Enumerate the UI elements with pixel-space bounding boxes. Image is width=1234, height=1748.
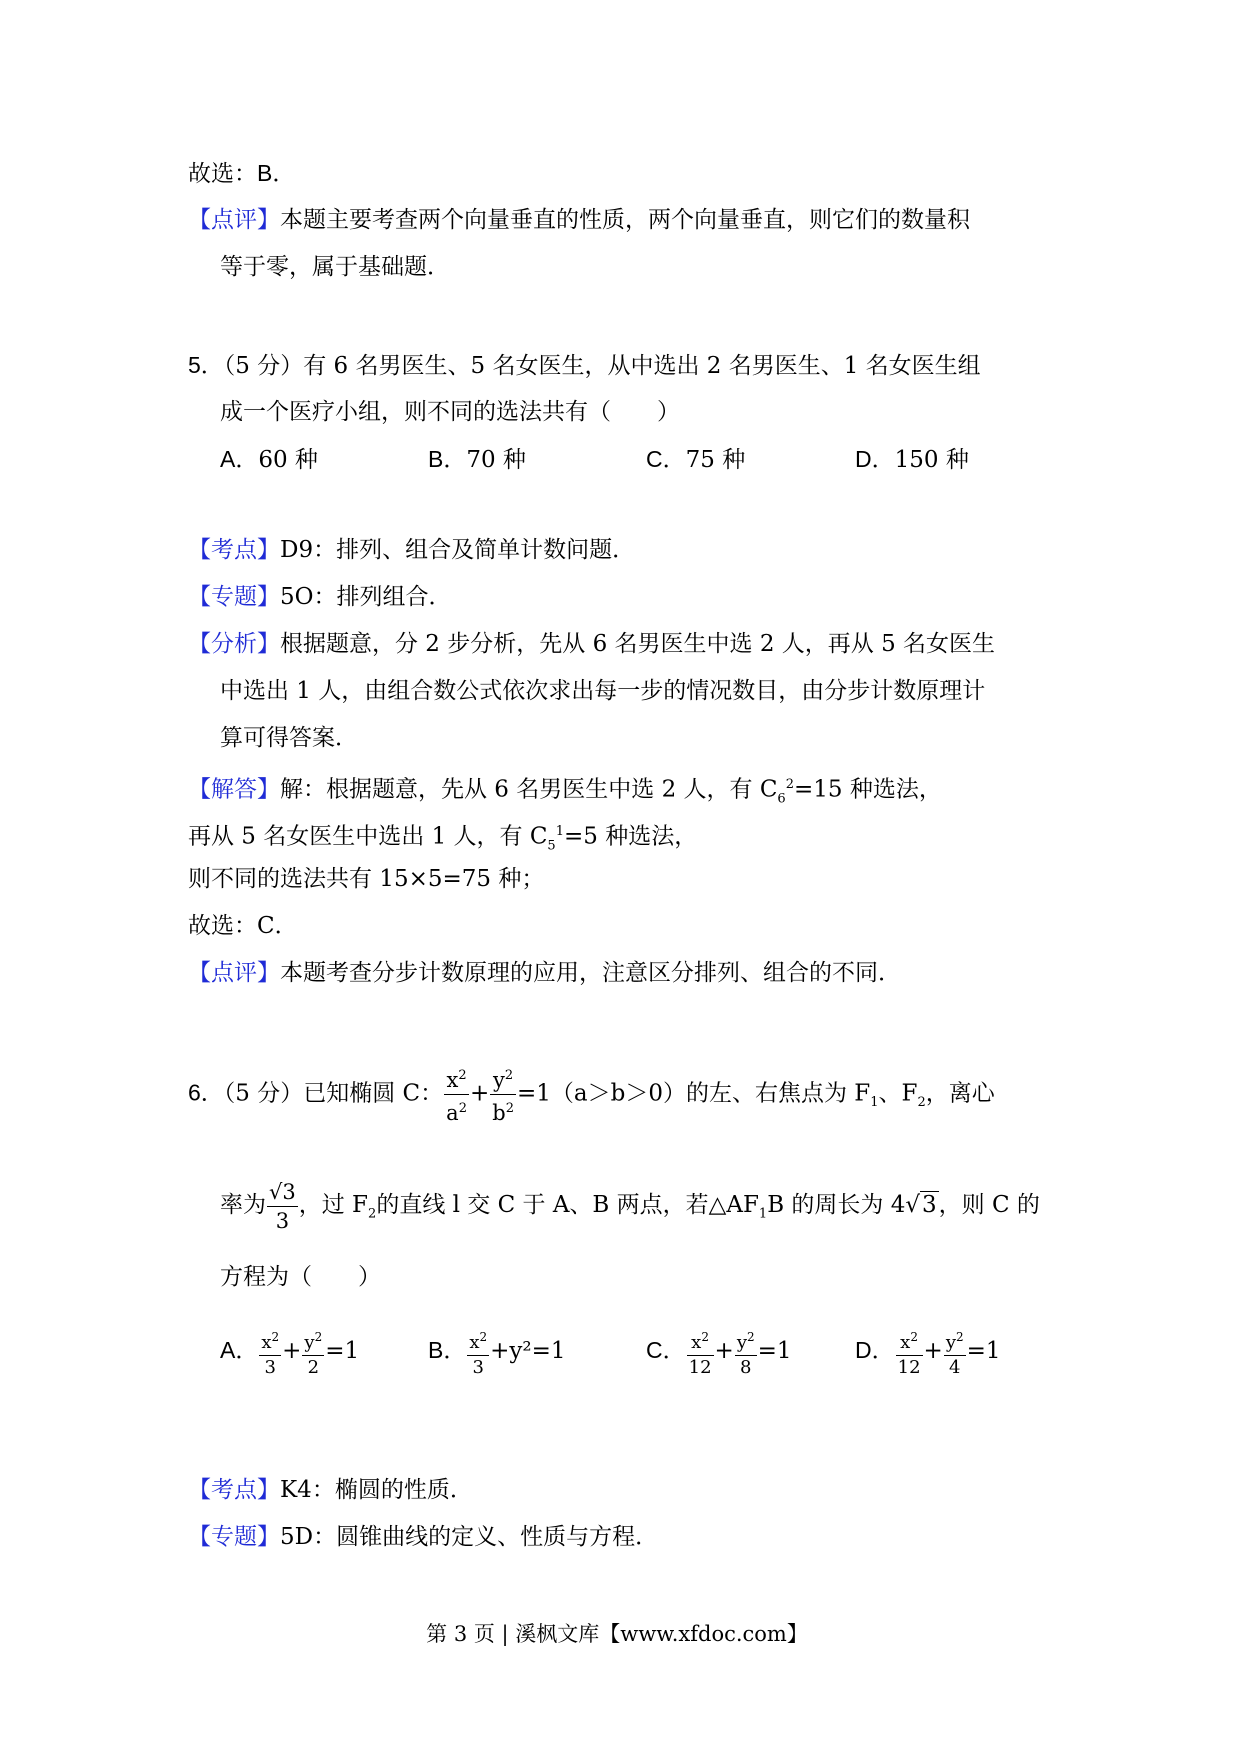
q5-number: 5． <box>188 352 224 378</box>
q5-zhuanti <box>188 582 452 612</box>
eccentricity-fraction: $\frac{√3}{3}$ <box>269 1179 296 1233</box>
answer-value: B． <box>257 160 296 186</box>
option-label: D． <box>855 446 895 472</box>
q5-line-2 <box>220 397 680 427</box>
option-tail: +y²=1 <box>490 1338 566 1364</box>
q6-text-1b: =1（a＞b＞0）的左、右焦点为 F <box>516 1080 871 1107</box>
q5-option-b <box>428 444 526 475</box>
q5-line-1 <box>188 350 981 381</box>
q6-text-2d: B 的周长为 4 <box>767 1192 906 1218</box>
q5-jieda-2 <box>188 817 697 861</box>
q6-text-2b: ，过 F <box>298 1192 369 1218</box>
q6-text-2a: 率为 <box>220 1192 266 1218</box>
fenxi-tag: 【分析】 <box>188 631 280 657</box>
option-fraction: $\frac{x^2}{3}$ <box>261 1329 280 1378</box>
q6-option-c: C． $\frac{x^2}{12}$ + $\frac{y^2}{8}$ =1 <box>646 1320 792 1381</box>
option-tail: =1 <box>325 1338 360 1364</box>
page-footer: 第 3 页 | 溪枫文库【www.xfdoc.com】 <box>426 1622 808 1646</box>
comb-superscript: 2 <box>785 777 794 792</box>
q5-option-a <box>220 444 318 475</box>
option-fraction: $\frac{x^2}{12}$ <box>688 1329 712 1378</box>
zhuanti-text: 5O：排列组合． <box>280 584 452 610</box>
comment-text: 本题主要考查两个向量垂直的性质，两个向量垂直，则它们的数量积 <box>280 207 970 233</box>
kaodian-text: D9：排列、组合及简单计数问题． <box>280 537 636 563</box>
q5-fenxi-2 <box>220 676 985 706</box>
q6-text-2c: 的直线 l 交 C 于 A、B 两点，若△AF <box>376 1192 759 1218</box>
fenxi-text-2: 中选出 1 人，由组合数公式依次求出每一步的情况数目，由分步计数原理计 <box>220 678 986 704</box>
q6-text-1c: 、F <box>878 1080 918 1107</box>
option-label: D． <box>855 1337 895 1363</box>
q5-kaodian <box>188 535 635 565</box>
subscript: 1 <box>758 1206 768 1222</box>
comb-superscript: 1 <box>555 824 564 839</box>
q5-jieda-4 <box>188 911 298 941</box>
kaodian-tag: 【考点】 <box>188 537 280 563</box>
option-fraction: $\frac{x^2}{12}$ <box>897 1329 921 1378</box>
answer-prefix: 故选： <box>188 161 257 187</box>
q6-number: 6． <box>188 1079 224 1106</box>
q5-dianping <box>188 958 901 988</box>
q5-option-c <box>646 444 745 475</box>
subscript: 2 <box>368 1206 377 1222</box>
q6-line-3 <box>220 1262 381 1292</box>
dianping-tag: 【点评】 <box>188 960 280 986</box>
q5-fenxi-1 <box>188 629 995 659</box>
q6-option-d: D． $\frac{x^2}{12}$ + $\frac{y^2}{4}$ =1 <box>855 1320 1001 1381</box>
q6-line-2 <box>220 1175 1040 1245</box>
subscript: 2 <box>917 1095 926 1111</box>
comb-subscript: 6 <box>777 791 786 807</box>
subscript: 1 <box>870 1095 879 1111</box>
option-label: B． <box>428 1337 467 1363</box>
fenxi-text-1: 根据题意，分 2 步分析，先从 6 名男医生中选 2 人，再从 5 名女医生 <box>280 631 996 657</box>
comment-tag: 【点评】 <box>188 207 280 233</box>
q5-jieda-1 <box>188 770 942 814</box>
zhuanti-text: 5D：圆锥曲线的定义、性质与方程． <box>280 1524 659 1550</box>
q6-option-b <box>428 1320 566 1381</box>
jieda-text-1a: 解：根据题意，先从 6 名男医生中选 2 人，有 C <box>280 776 778 803</box>
zhuanti-tag: 【专题】 <box>188 584 280 610</box>
option-label: A． <box>220 446 259 472</box>
dianping-text: 本题考查分步计数原理的应用，注意区分排列、组合的不同． <box>280 960 901 986</box>
option-text: 70 种 <box>466 447 526 473</box>
jieda-text-1b: =15 种选法， <box>793 776 942 803</box>
option-tail: =1 <box>966 1338 1001 1364</box>
jieda-text-2a: 再从 5 名女医生中选出 1 人，有 C <box>188 823 548 850</box>
q6-text-3: 方程为（ ） <box>220 1264 381 1290</box>
option-fraction: $\frac{y^2}{4}$ <box>945 1329 964 1378</box>
ellipse-fraction-y: $\frac{y^2}{b^2}$ <box>492 1068 514 1125</box>
option-fraction: $\frac{y^2}{8}$ <box>736 1329 755 1378</box>
option-text: 60 种 <box>258 447 318 473</box>
q5-fenxi-3 <box>220 723 358 753</box>
kaodian-tag: 【考点】 <box>188 1477 280 1503</box>
option-label: C． <box>646 1337 686 1363</box>
option-fraction: $\frac{y^2}{2}$ <box>304 1329 323 1378</box>
option-text: 75 种 <box>685 447 746 473</box>
sqrt-expression: √3 <box>905 1192 937 1218</box>
jieda-text-3: 则不同的选法共有 15×5=75 种； <box>188 866 545 892</box>
q6-text-1a: （5 分）已知椭圆 C： <box>223 1080 444 1107</box>
option-fraction: $\frac{x^2}{3}$ <box>469 1329 488 1378</box>
q5-text-1: （5 分）有 6 名男医生、5 名女医生，从中选出 2 名男医生、1 名女医生组 <box>223 353 981 379</box>
q6-option-a: A． $\frac{x^2}{3}$ + $\frac{y^2}{2}$ =1 <box>220 1320 359 1381</box>
option-tail: =1 <box>757 1338 792 1364</box>
option-label: A． <box>220 1337 259 1363</box>
jieda-text-4: 故选：C． <box>188 913 298 939</box>
comment-line-1 <box>188 205 970 235</box>
option-label: B． <box>428 446 467 472</box>
comment-line-2 <box>220 252 450 282</box>
q6-text-2e: ，则 C 的 <box>938 1192 1040 1218</box>
option-label: C． <box>646 446 686 472</box>
answer-line <box>188 158 295 189</box>
q5-jieda-3 <box>188 864 544 894</box>
q5-text-2: 成一个医疗小组，则不同的选法共有（ ） <box>220 399 680 425</box>
q6-text-1d: ，离心 <box>925 1080 995 1107</box>
option-text: 150 种 <box>894 447 969 473</box>
q6-kaodian <box>188 1475 473 1505</box>
comment-text-2: 等于零，属于基础题． <box>220 254 450 280</box>
q6-line-1: 6．（5 分）已知椭圆 C： $\frac{x^2}{a^2}$ + $\frac{y^2}{b^2}$ =1（a＞b＞0）的左、右焦点为 $F_1$、$F_2$，离心 <box>188 1062 995 1133</box>
fenxi-text-3: 算可得答案． <box>220 725 358 751</box>
kaodian-text: K4：椭圆的性质． <box>280 1477 473 1503</box>
zhuanti-tag: 【专题】 <box>188 1524 280 1550</box>
q6-zhuanti <box>188 1522 658 1552</box>
ellipse-fraction-x: $\frac{x^2}{a^2}$ <box>446 1068 467 1125</box>
jieda-tag: 【解答】 <box>188 776 280 803</box>
comb-subscript: 5 <box>547 838 556 854</box>
q5-option-d <box>855 444 969 475</box>
jieda-text-2b: =5 种选法， <box>563 823 698 850</box>
